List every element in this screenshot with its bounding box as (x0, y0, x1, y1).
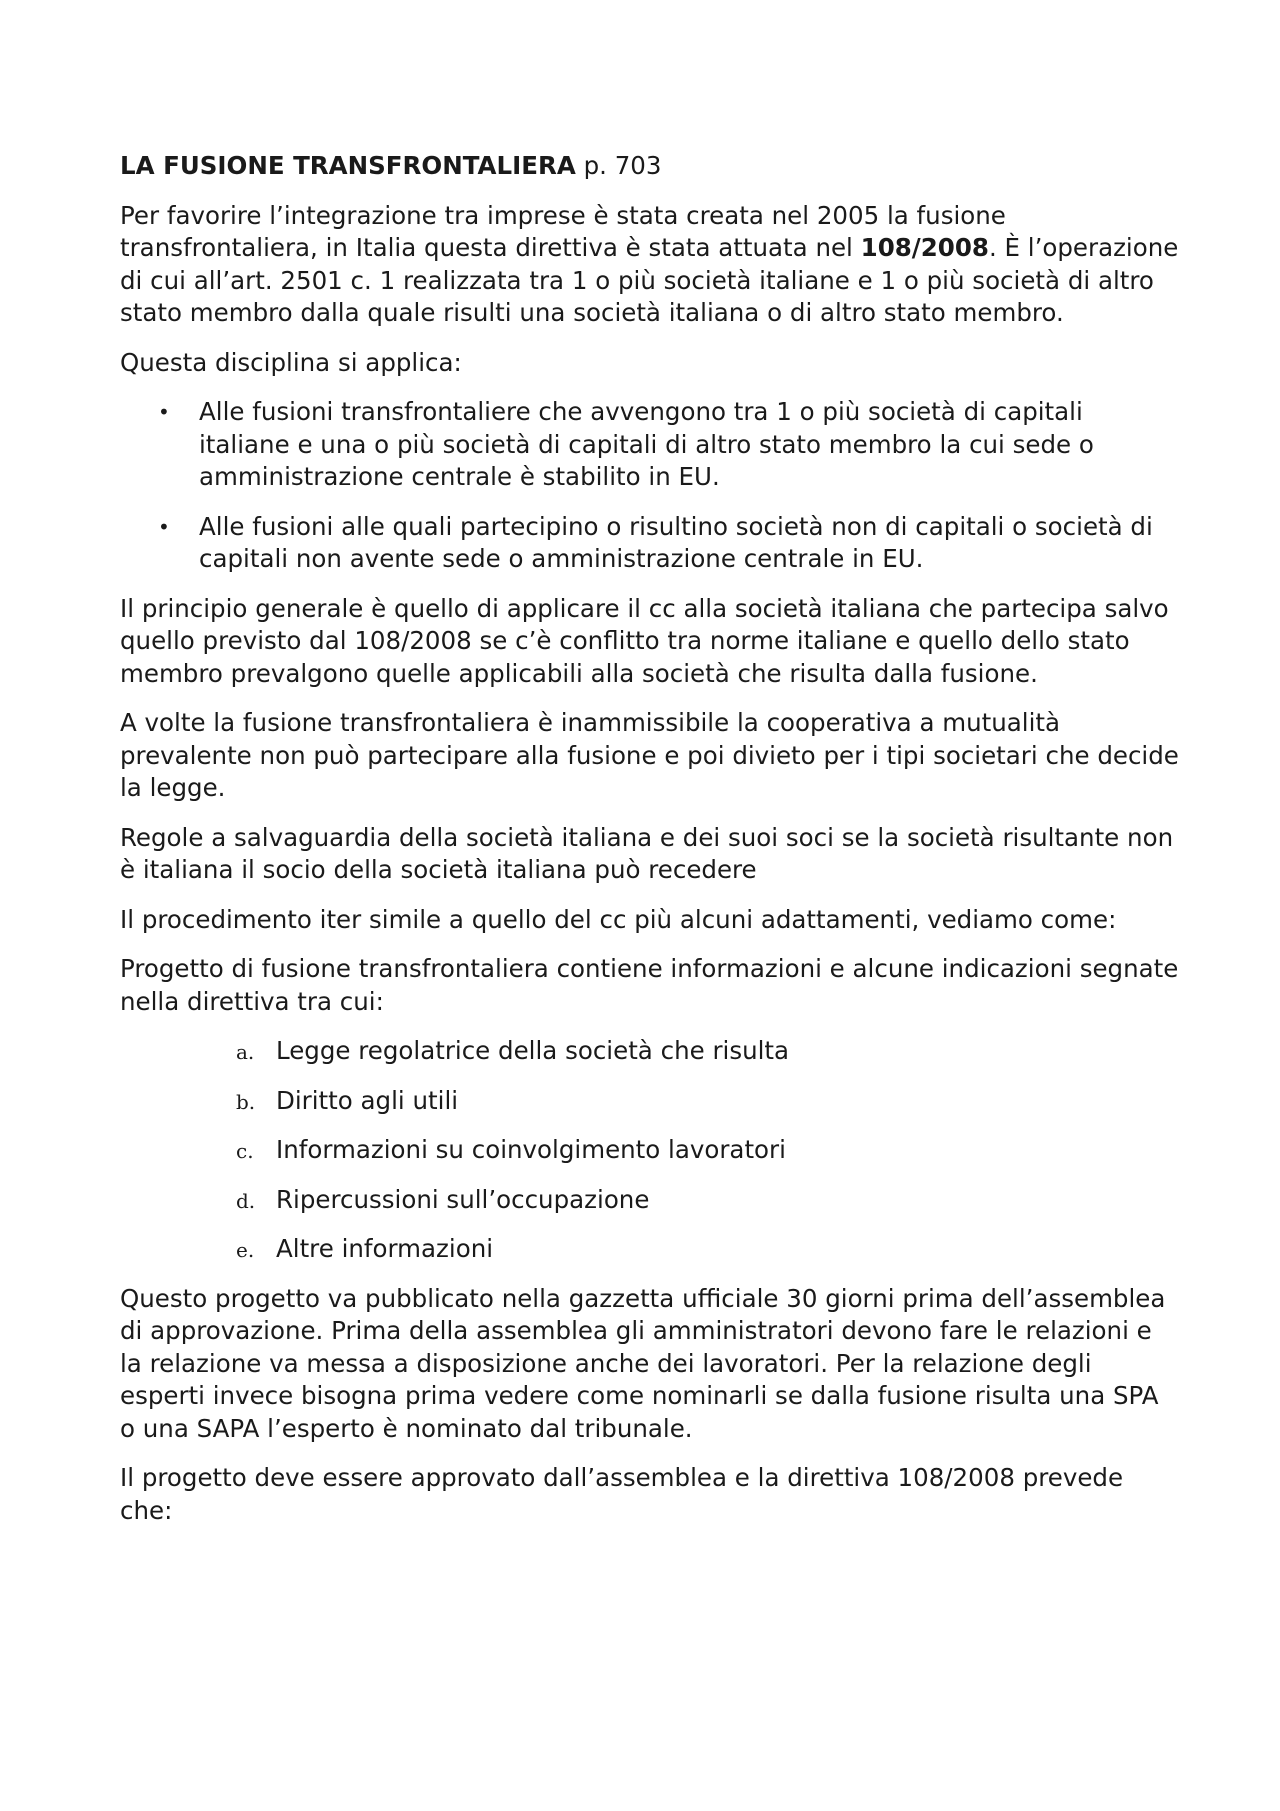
alpha-text: Informazioni su coinvolgimento lavoratori (276, 1135, 786, 1164)
intro-part2: . È l’operazione di cui all’art. 2501 c. 1 realizzata tra 1 o più società italiane e 1 o più società di altro stato membro dalla quale risulti una società italiana o di altro stato membro. (120, 233, 1179, 327)
intro-law-ref: 108/2008 (860, 233, 989, 262)
bullet-item (158, 511, 1180, 576)
alpha-marker: b. (236, 1089, 256, 1114)
alpha-marker: d. (236, 1188, 256, 1213)
alpha-text: Legge regolatrice della società che risulta (276, 1036, 790, 1065)
applies-intro: Questa disciplina si applica: (120, 347, 462, 377)
closing-paragraph: Il progetto deve essere approvato dall’assemblea e la direttiva 108/2008 prevede che: (120, 1463, 1124, 1525)
alpha-item (236, 1085, 1180, 1118)
bullet-list (120, 396, 1180, 576)
body-paragraph: Il procedimento iter simile a quello del cc più alcuni adattamenti, vediamo come: (120, 904, 1117, 934)
title-page-ref: p. 703 (575, 151, 662, 180)
alpha-item (236, 1134, 1180, 1167)
intro-paragraph (120, 200, 1180, 330)
alpha-text: Diritto agli utili (276, 1085, 459, 1115)
body-paragraph: Regole a salvaguardia della società italiana e dei suoi soci se la società risultante non è italiana il socio della società italiana può recedere (120, 822, 1174, 884)
closing-paragraph: Questo progetto va pubblicato nella gazzetta ufficiale 30 giorni prima dell’assemblea di approvazione. Prima della assemblea gli amministratori devono fare le relazioni e la relazione va messa a disposizione anche dei lavoratori. Per la relazione degli esperti invece bisogna prima vedere come nominarli se dalla fusione risulta una SPA o una SAPA l’esperto è nominato dal tribunale. (120, 1283, 1166, 1443)
bullet-marker: • (158, 514, 170, 539)
body-paragraph: Progetto di fusione transfrontaliera contiene informazioni e alcune indicazioni segnate nella direttiva tra cui: (120, 954, 1179, 1016)
body-paragraph: A volte la fusione transfrontaliera è inammissibile la cooperativa a mutualità prevalente non può partecipare alla fusione e poi divieto per i tipi societari che decide la legge. (120, 708, 1179, 802)
alpha-marker: c. (236, 1139, 254, 1163)
alpha-item (236, 1233, 1180, 1266)
alpha-text: Altre informazioni (276, 1234, 494, 1263)
alpha-marker: e. (236, 1238, 255, 1262)
title-heading: LA FUSIONE TRANSFRONTALIERA (120, 151, 576, 180)
bullet-marker: • (158, 400, 170, 424)
bullet-item (158, 396, 1180, 494)
document-body (120, 150, 1180, 1544)
alpha-text: Ripercussioni sull’occupazione (276, 1184, 650, 1214)
alpha-item (236, 1035, 1180, 1068)
bullet-text: Alle fusioni alle quali partecipino o risultino società non di capitali o società di capitali non avente sede o amministrazione centrale in EU. (199, 511, 1153, 573)
bullet-text: Alle fusioni transfrontaliere che avvengono tra 1 o più società di capitali italiane e una o più società di capitali di altro stato membro la cui sede o amministrazione centrale è stabilito in EU. (199, 397, 1094, 491)
alpha-marker: a. (236, 1040, 255, 1064)
alpha-item (236, 1184, 1180, 1217)
body-paragraph: Il principio generale è quello di applicare il cc alla società italiana che partecipa salvo quello previsto dal 108/2008 se c’è conflitto tra norme italiane e quello dello stato membro prevalgono quelle applicabili alla società che risulta dalla fusione. (120, 593, 1169, 688)
alpha-list (120, 1035, 1180, 1266)
document-title (120, 150, 1180, 183)
intro-part1: Per favorire l’integrazione tra imprese è stata creata nel 2005 la fusione transfrontaliera, in Italia questa direttiva è stata attuata nel (120, 200, 1006, 262)
